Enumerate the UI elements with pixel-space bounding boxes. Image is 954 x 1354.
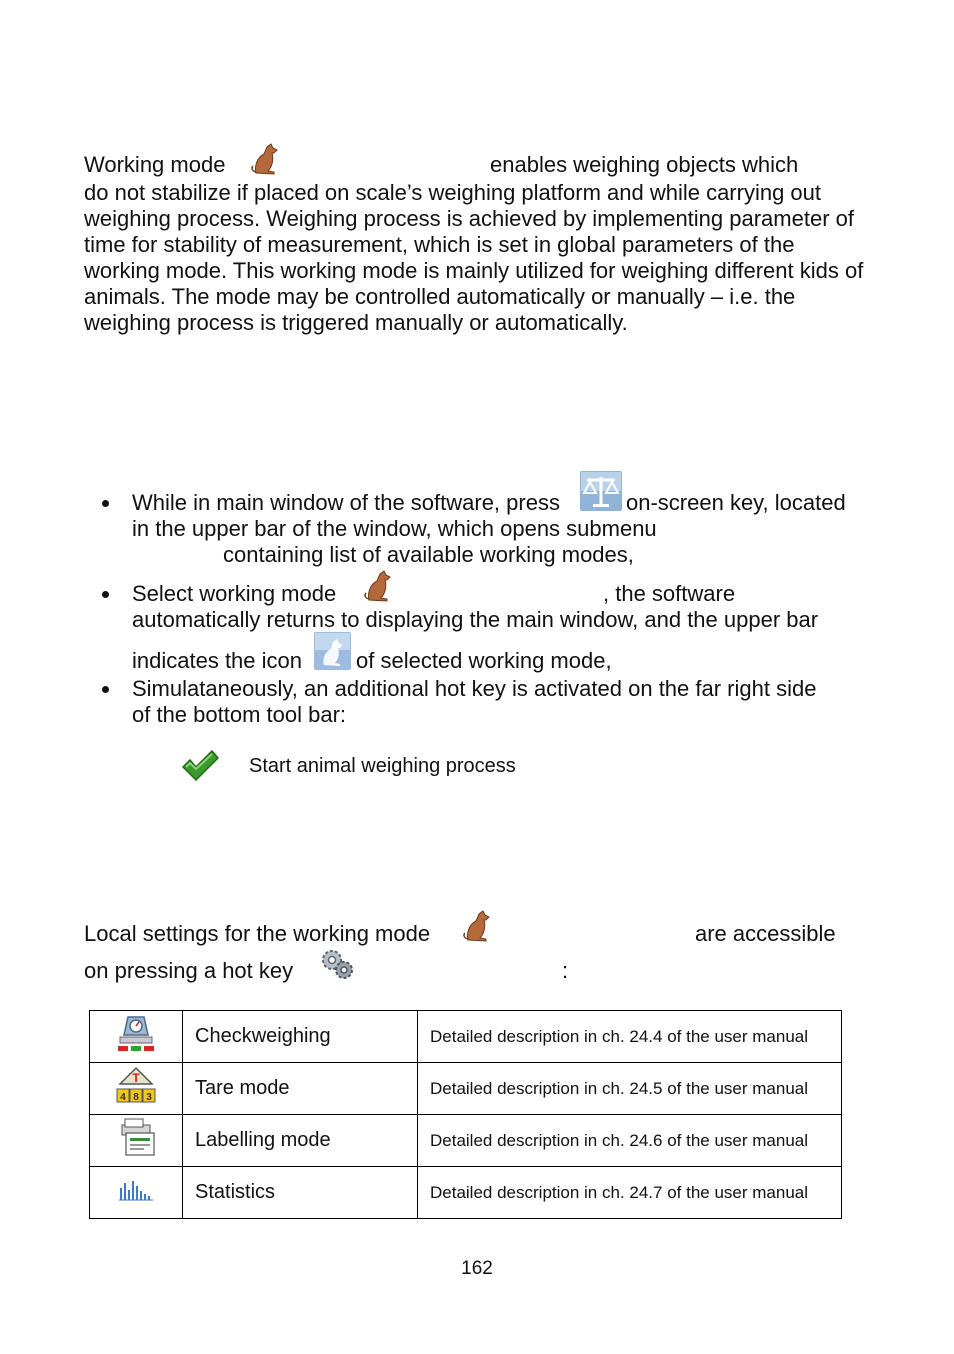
step2-line3-before: indicates the icon (132, 648, 302, 673)
bullet-1 (102, 500, 109, 507)
row-description: Detailed description in ch. 24.5 of the user manual (418, 1063, 842, 1115)
tare-mode-icon (114, 1065, 158, 1107)
row-name: Tare mode (183, 1063, 418, 1115)
start-weighing-label: Start animal weighing process (249, 755, 516, 777)
animal-weighing-icon (250, 141, 282, 175)
local-settings-line2-before: on pressing a hot key (84, 958, 294, 983)
row-description: Detailed description in ch. 24.6 of the user manual (418, 1115, 842, 1167)
step1-line2: in the upper bar of the window, which opens submenu (132, 516, 657, 541)
animal-weighing-icon (462, 908, 494, 942)
row-description: Detailed description in ch. 24.4 of the user manual (418, 1011, 842, 1063)
row-name: Checkweighing (183, 1011, 418, 1063)
animal-weighing-icon[interactable] (363, 568, 395, 602)
statistics-icon (116, 1177, 156, 1203)
step3-line2: of the bottom tool bar: (132, 702, 347, 727)
table-row[interactable] (90, 1115, 842, 1167)
checkweighing-icon (114, 1013, 158, 1055)
step2-after: , the software (603, 581, 736, 606)
bullet-2 (102, 591, 109, 598)
step2-line3-after: of selected working mode, (356, 648, 612, 673)
step2-before: Select working mode (132, 581, 337, 606)
start-weighing-check-icon[interactable] (180, 748, 220, 784)
svg-text:3: 3 (146, 1092, 152, 1103)
local-settings-line1-after: are accessible (695, 921, 836, 946)
labelling-mode-icon (114, 1117, 158, 1159)
step1-before: While in main window of the software, press (132, 490, 560, 515)
step1-after: on-screen key, located (626, 490, 846, 515)
row-name: Labelling mode (183, 1115, 418, 1167)
svg-text:4: 4 (120, 1092, 126, 1103)
intro-line1-tail: enables weighing objects which (490, 152, 799, 177)
intro-label: Working mode (84, 152, 226, 177)
table-row[interactable] (90, 1063, 842, 1115)
settings-gears-icon[interactable] (319, 947, 355, 981)
settings-table (89, 1010, 842, 1219)
page-number: 162 (461, 1258, 493, 1279)
row-name: Statistics (183, 1167, 418, 1219)
svg-text:8: 8 (133, 1092, 139, 1103)
step3-line1: Simulataneously, an additional hot key is activated on the far right side (132, 676, 817, 701)
step1-line3: containing list of available working modes, (223, 542, 634, 567)
scale-key-icon[interactable] (580, 471, 622, 511)
svg-text:T: T (132, 1071, 140, 1085)
table-row[interactable] (90, 1167, 842, 1219)
bullet-3 (102, 686, 109, 693)
animal-weighing-small-icon (314, 632, 351, 670)
row-description: Detailed description in ch. 24.7 of the user manual (418, 1167, 842, 1219)
local-settings-line1-before: Local settings for the working mode (84, 921, 431, 946)
local-settings-line2-after: : (562, 958, 569, 983)
table-row[interactable] (90, 1011, 842, 1063)
intro-body: do not stabilize if placed on scale’s weighing platform and while carrying out weighing process. Weighing process is achieved by implementing parameter of time for stability of measurement, which is set in global parameters of the working mode. This working mode is mainly utilized for weighing different kids of animals. The mode may be controlled automatically or manually – i.e. the weighing process is triggered manually or automatically. (84, 180, 864, 335)
step2-line2: automatically returns to displaying the main window, and the upper bar (132, 607, 819, 632)
